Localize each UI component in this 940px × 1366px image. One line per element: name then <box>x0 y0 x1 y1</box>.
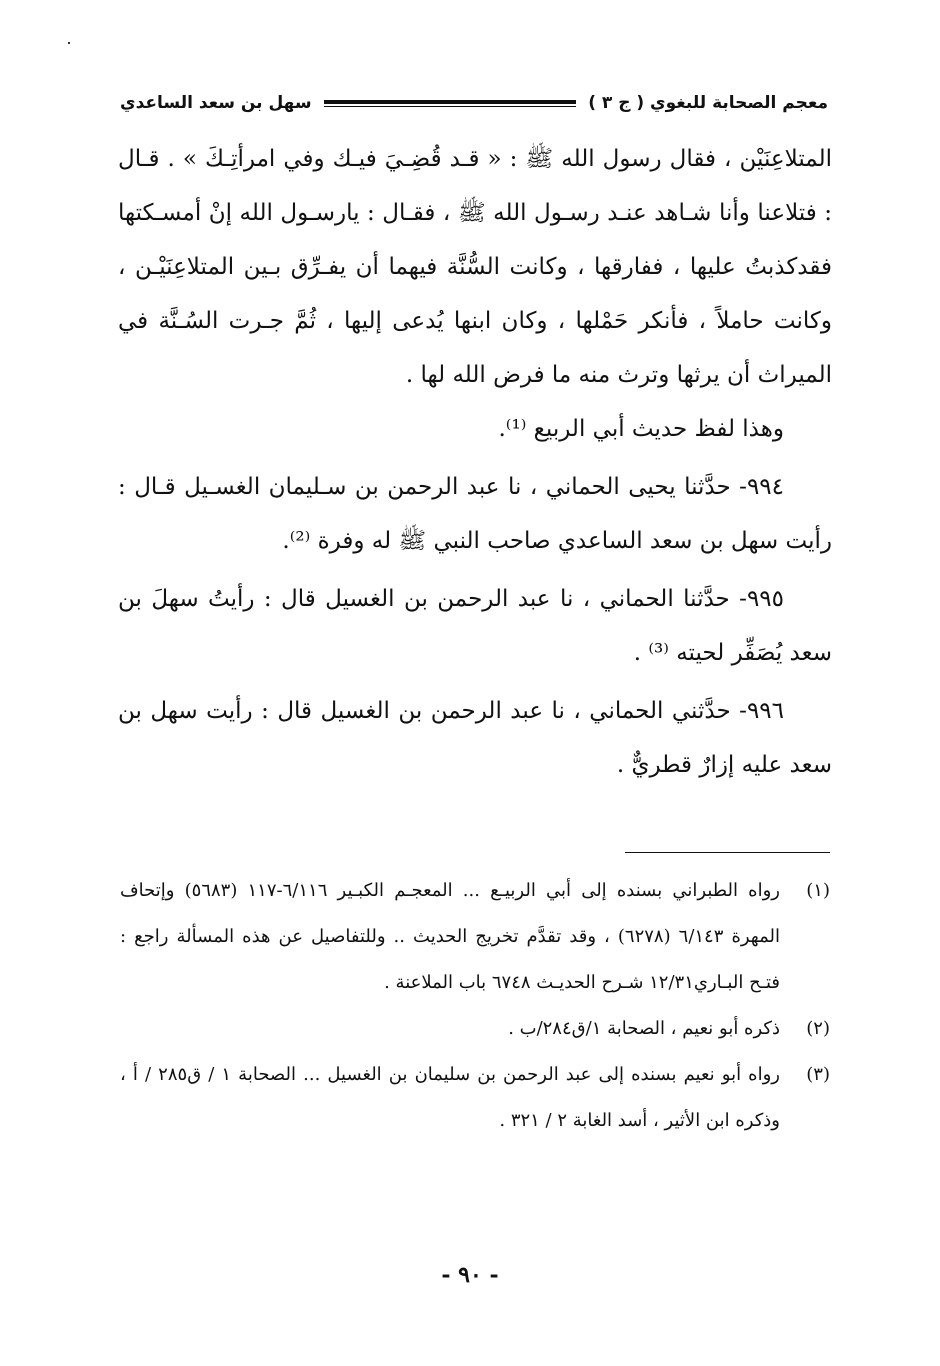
footnote-text: ذكره أبو نعيم ، الصحابة ١/ق٢٨٤/ب . <box>508 1018 780 1039</box>
header-chapter-title: سهل بن سعد الساعدي <box>120 93 312 113</box>
header-book-title: معجم الصحابة للبغوي ( ج ٣ ) <box>588 93 828 113</box>
footnote-number: (٣) <box>806 1064 830 1085</box>
footnote-text: رواه الطبراني بسنده إلى أبي الربيـع ... المعجـم الكبـير ٦/١١٦-١١٧ (٥٦٨٣) وإتحاف المهرة ٦/١٤٣ (٦٢٧٨) ، وقد تقدَّم تخريج الحديث .. وللتفاصيل عن هذه المسألة راجع : فتـح البـاري١٢/٣١ شـرح الحديـث ٦٧٤٨ باب الملاعنة . <box>120 880 780 993</box>
hadith-996: ٩٩٦- حدَّثني الحماني ، نا عبد الرحمن بن الغسيل قال : رأيت سهل بن سعد عليه إزارٌ قطريٌّ . <box>118 698 832 778</box>
paragraph: وهذا لفظ حديث أبي الربيع ⁽¹⁾. <box>498 416 784 442</box>
footnote <box>120 1052 830 1144</box>
scan-speck <box>68 42 70 44</box>
running-header <box>120 86 828 120</box>
paragraph: المتلاعِنَيْن ، فقال رسول الله ﷺ : « قـد قُضِـيَ فيـك وفي امرأتِـكَ » . قـال : فتلاعنا وأنا شـاهد عنـد رسـول الله ﷺ ، فقـال : يارسـول الله إنْ أمسـكتها فقدكذبتُ عليها ، ففارقها ، وكانت السُّنَّة فيهما أن يفـرِّق بـين المتلاعِنَيْـن ، وكانت حاملاً ، فأنكر حَمْلها ، وكان ابنها يُدعى إليها ، ثُمَّ جـرت السُـنَّة في الميراث أن يرثها وترث منه ما فرض الله لها . <box>118 146 832 388</box>
header-rule <box>324 100 577 107</box>
page-number: - ٩٠ - <box>441 1262 499 1288</box>
footnote-number: (١) <box>806 880 830 901</box>
hadith-995: ٩٩٥- حدَّثنا الحماني ، نا عبد الرحمن بن الغسيل قال : رأيتُ سهلَ بن سعد يُصَفِّر لحيته ⁽³⁾ . <box>118 586 832 666</box>
footnotes <box>120 868 830 1144</box>
hadith-994: ٩٩٤- حدَّثنا يحيى الحماني ، نا عبد الرحمن بن سـليمان الغسـيل قـال : رأيت سهل بن سعد الساعدي صاحب النبي ﷺ له وفرة ⁽²⁾. <box>118 474 832 554</box>
footnote-text: رواه أبو نعيم بسنده إلى عبد الرحمن بن سليمان بن الغسيل ... الصحابة ١ / ق٢٨٥ / أ ، وذكره ابن الأثير ، أسد الغابة ٢ / ٣٢١ . <box>120 1064 780 1131</box>
main-text <box>118 132 832 792</box>
footnote-separator <box>625 852 830 853</box>
footnote-number: (٢) <box>806 1018 830 1039</box>
footnote <box>120 1006 830 1052</box>
footnote <box>120 868 830 1006</box>
